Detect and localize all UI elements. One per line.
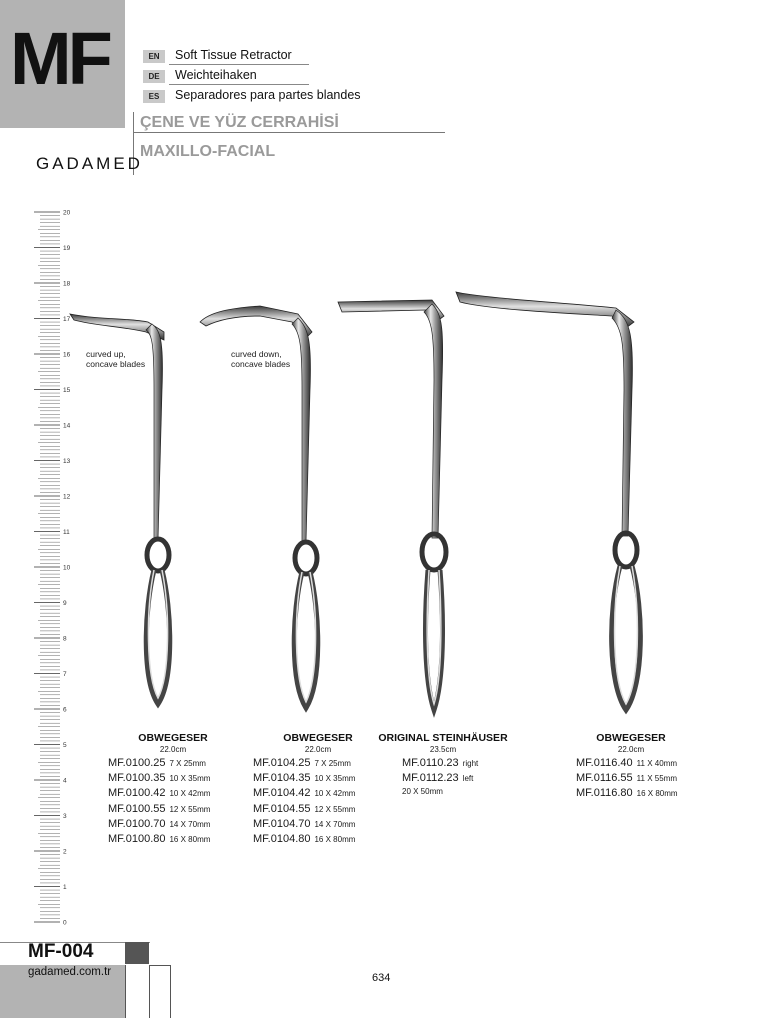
product-size: 10 X 42mm — [169, 789, 211, 799]
ruler-label: 16 — [63, 351, 71, 359]
product-code: MF.0104.25 — [253, 757, 311, 769]
product-size: 12 X 55mm — [169, 804, 211, 814]
ruler-label: 12 — [63, 493, 71, 501]
product-name: OBWEGESER — [138, 732, 208, 744]
product-code: MF.0116.40 — [576, 757, 633, 769]
product-size: 16 X 80mm — [636, 789, 678, 799]
product-code: MF.0104.80 — [253, 833, 311, 846]
ruler-label: 7 — [63, 671, 67, 678]
page-code: MF-004 — [28, 941, 94, 962]
product-code: MF.0104.42 — [253, 787, 311, 800]
product-code-list — [576, 756, 686, 802]
product-column-1 — [108, 732, 238, 847]
ruler-label: 17 — [63, 316, 71, 323]
product-size: 20 X 50mm — [402, 787, 443, 797]
ruler-label: 8 — [63, 635, 67, 643]
product-code-row — [402, 771, 508, 786]
product-code-row — [576, 786, 686, 801]
product-length: 22.0cm — [617, 745, 645, 754]
ruler-label: 10 — [63, 564, 71, 572]
ruler-label: 2 — [63, 848, 67, 856]
product-size: 7 X 25mm — [169, 759, 206, 768]
product-column-2 — [253, 732, 383, 847]
product-code: MF.0100.70 — [108, 817, 166, 830]
ruler-label: 14 — [63, 422, 71, 430]
language-row-de — [143, 68, 313, 86]
ruler-label: 19 — [63, 245, 71, 252]
ruler-label: 3 — [63, 813, 67, 820]
blade-note-2 — [231, 349, 290, 369]
product-code-row — [108, 832, 238, 847]
product-size: 12 X 55mm — [314, 804, 356, 814]
note-line: curved down, — [231, 349, 282, 359]
product-code: MF.0116.55 — [576, 772, 633, 785]
language-text: Soft Tissue Retractor — [175, 48, 292, 62]
product-size: left — [462, 774, 474, 784]
product-code: MF.0104.70 — [253, 817, 311, 830]
footer-decoration — [125, 965, 149, 1018]
product-length: 23.5cm — [429, 745, 457, 754]
ruler-label: 1 — [63, 884, 67, 891]
ruler-label: 4 — [63, 777, 67, 785]
product-code-row — [108, 786, 238, 801]
product-code: MF.0100.55 — [108, 802, 166, 815]
ruler-label: 15 — [63, 387, 71, 394]
product-code: MF.0100.25 — [108, 757, 166, 769]
product-size: 16 X 80mm — [314, 835, 356, 845]
language-tag: DE — [143, 70, 165, 83]
note-line: concave blades — [231, 359, 291, 369]
blade-note-1 — [86, 349, 145, 369]
product-length: 22.0cm — [304, 745, 332, 754]
ruler-label: 13 — [63, 458, 71, 465]
product-length: 22.0cm — [159, 745, 187, 754]
language-row-es — [143, 88, 361, 106]
product-size: right — [462, 759, 479, 768]
product-code: MF.0104.55 — [253, 802, 311, 815]
ruler-label: 9 — [63, 600, 67, 607]
note-line: curved up, — [86, 349, 126, 359]
product-code-row — [576, 771, 686, 786]
language-text: Weichteihaken — [175, 68, 257, 82]
product-code-row — [108, 802, 238, 817]
divider — [169, 84, 309, 85]
language-tag: EN — [143, 50, 165, 63]
category-title-tr: ÇENE VE YÜZ CERRAHİSİ — [140, 114, 339, 131]
product-size: 14 X 70mm — [314, 819, 356, 829]
language-text: Separadores para partes blandes — [175, 88, 361, 102]
language-tag: ES — [143, 90, 165, 103]
product-code: MF.0110.23 — [402, 757, 459, 769]
retractor-illustration-3 — [338, 300, 446, 710]
ruler-label: 20 — [63, 209, 71, 217]
product-code: MF.0104.35 — [253, 772, 311, 785]
product-size: 11 X 40mm — [636, 759, 677, 768]
footer-decoration — [125, 942, 149, 964]
divider — [169, 64, 309, 65]
product-code-list — [378, 756, 508, 786]
product-code: MF.0100.42 — [108, 787, 166, 800]
product-code-row — [253, 817, 383, 832]
product-size: 10 X 35mm — [314, 774, 356, 784]
product-size: 14 X 70mm — [169, 819, 211, 829]
product-code-list — [253, 756, 383, 847]
retractor-illustration-1 — [70, 314, 170, 704]
product-size: 16 X 80mm — [169, 835, 211, 845]
product-size: 10 X 35mm — [169, 774, 211, 784]
note-line: concave blades — [86, 359, 146, 369]
product-size: 11 X 55mm — [636, 774, 677, 784]
ruler-label: 18 — [63, 280, 71, 288]
product-name: OBWEGESER — [596, 732, 666, 744]
product-column-4 — [576, 732, 686, 802]
ruler-label: 0 — [63, 919, 67, 927]
product-code-row — [108, 756, 238, 771]
product-size: 10 X 42mm — [314, 789, 356, 799]
product-code-row — [253, 786, 383, 801]
product-name: ORIGINAL STEINHÄUSER — [378, 732, 508, 744]
category-title-en: MAXILLO-FACIAL — [140, 143, 276, 160]
product-code: MF.0100.80 — [108, 833, 166, 846]
divider — [133, 132, 445, 133]
product-code-row — [108, 771, 238, 786]
instrument-illustrations — [60, 280, 700, 720]
product-code-row — [253, 832, 383, 847]
product-column-3 — [378, 732, 508, 798]
ruler-label: 11 — [63, 529, 70, 536]
product-code-row — [402, 756, 508, 771]
product-code-row — [576, 756, 686, 771]
section-code: MF — [10, 17, 109, 100]
ruler-label: 5 — [63, 742, 67, 749]
footer-decoration — [149, 965, 171, 1018]
product-code-row — [253, 756, 383, 771]
product-code-row — [108, 817, 238, 832]
product-code-row — [253, 771, 383, 786]
product-code: MF.0116.80 — [576, 787, 633, 800]
language-row-en — [143, 48, 313, 66]
product-name: OBWEGESER — [283, 732, 353, 744]
retractor-illustration-4 — [456, 292, 640, 710]
page-number: 634 — [372, 972, 391, 984]
product-code-list — [108, 756, 238, 847]
website-link[interactable]: gadamed.com.tr — [28, 966, 112, 978]
ruler-label: 6 — [63, 706, 67, 714]
product-code: MF.0112.23 — [402, 772, 459, 785]
product-size: 7 X 25mm — [314, 759, 351, 768]
product-code-row — [253, 802, 383, 817]
product-code: MF.0100.35 — [108, 772, 166, 785]
brand-logo: GADAMED — [36, 154, 143, 173]
